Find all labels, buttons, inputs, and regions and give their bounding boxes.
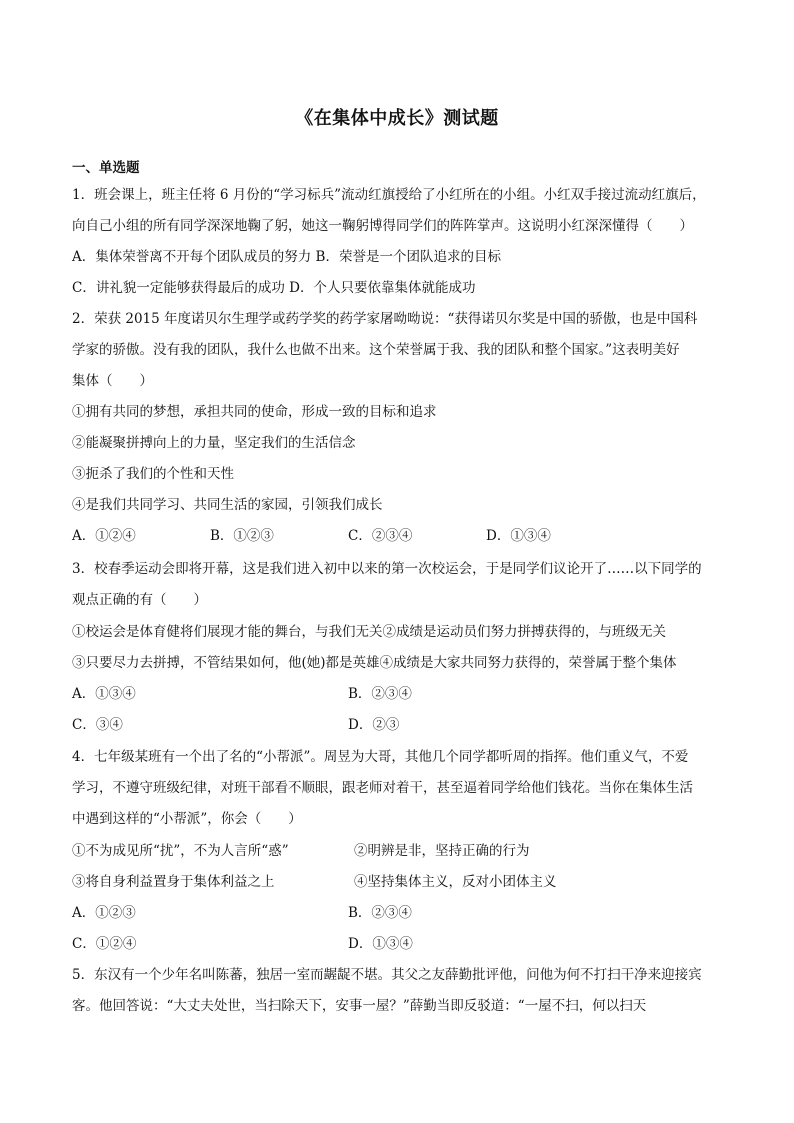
question-4-stem-line-3: 中遇到这样的“小帮派”，你会（ ）	[72, 811, 302, 827]
question-3-statement-1: ①校运会是体育健将们展现才能的舞台，与我们无关②成绩是运动员们努力拼搏获得的，与班级无关	[72, 624, 666, 640]
question-3-option-b: B．②③④	[348, 686, 412, 702]
question-2-stem-line-1: 2．荣获 2015 年度诺贝尔生理学或药学奖的药学家屠呦呦说：“获得诺贝尔奖是中国的骄傲，也是中国科	[72, 311, 698, 327]
question-1-options-line-2: C．讲礼貌一定能够获得最后的成功 D．个人只要依靠集体就能成功	[72, 280, 476, 296]
question-2-option-a: A．①②④	[72, 528, 136, 544]
question-4-stem-line-2: 学习，不遵守班级纪律，对班干部看不顺眼，跟老师对着干，甚至逼着同学给他们钱花。当你在集体生活	[72, 780, 693, 796]
question-3-option-d: D．②③	[348, 717, 400, 733]
question-4-statement-3: ③将自身利益置身于集体利益之上	[72, 874, 275, 890]
question-4-option-d: D．①③④	[348, 936, 413, 952]
question-2-option-b: B．①②③	[210, 528, 274, 544]
question-2-statement-3: ③扼杀了我们的个性和天性	[72, 466, 234, 482]
question-5-stem-line-2: 客。他回答说：“大丈夫处世，当扫除天下，安事一屋？”薛勤当即反驳道：“一屋不扫，何以扫天	[72, 998, 647, 1014]
question-2-statement-1: ①拥有共同的梦想，承担共同的使命，形成一致的目标和追求	[72, 404, 437, 420]
question-2-stem-line-2: 学家的骄傲。没有我的团队，我什么也做不出来。这个荣誉属于我、我的团队和整个国家。”这表明美好	[72, 342, 680, 358]
question-4-stem-line-1: 4．七年级某班有一个出了名的“小帮派”。周昱为大哥，其他几个同学都听周的指挥。他们重义气，不爱	[72, 749, 689, 765]
section-heading: 一、单选题	[72, 160, 140, 176]
question-4-statement-2: ②明辨是非，坚持正确的行为	[354, 843, 530, 859]
question-4-option-a: A．①②③	[72, 905, 136, 921]
question-1-stem-line-2: 向自己小组的所有同学深深地鞠了躬，她这一鞠躬博得同学们的阵阵掌声。这说明小红深深懂得（ ）	[72, 218, 693, 234]
question-2-option-d: D．①③④	[486, 528, 551, 544]
question-2-statement-2: ②能凝聚拼搏向上的力量，坚定我们的生活信念	[72, 435, 356, 451]
question-3-stem-line-1: 3．校春季运动会即将开幕，这是我们进入初中以来的第一次校运会，于是同学们议论开了……以下同学的	[72, 561, 702, 577]
question-4-option-c: C．①②④	[72, 936, 137, 952]
page-title: 《在集体中成长》测试题	[295, 108, 499, 129]
question-3-option-c: C．③④	[72, 717, 123, 733]
question-3-statement-2: ③只要尽力去拼搏，不管结果如何，他(她)都是英雄④成绩是大家共同努力获得的，荣誉属于整个集体	[72, 655, 677, 671]
question-4-option-b: B．②③④	[348, 905, 412, 921]
question-1-stem-line-1: 1．班会课上，班主任将 6 月份的“学习标兵”流动红旗授给了小红所在的小组。小红双手接过流动红旗后，	[72, 187, 706, 203]
question-4-statement-4: ④坚持集体主义，反对小团体主义	[354, 874, 557, 890]
question-3-option-a: A．①③④	[72, 686, 136, 702]
question-5-stem-line-1: 5．东汉有一个少年名叫陈蕃，独居一室而龌龊不堪。其父之友薛勤批评他，问他为何不打扫干净来迎接宾	[72, 967, 702, 983]
question-2-stem-line-3: 集体（ ）	[72, 373, 153, 389]
question-2-option-c: C．②③④	[348, 528, 413, 544]
question-2-statement-4: ④是我们共同学习、共同生活的家园，引领我们成长	[72, 497, 383, 513]
question-4-statement-1: ①不为成见所“扰”，不为人言所“惑”	[72, 843, 289, 859]
question-1-options-line-1: A．集体荣誉离不开每个团队成员的努力 B．荣誉是一个团队追求的目标	[72, 249, 501, 265]
question-3-stem-line-2: 观点正确的有（ ）	[72, 592, 207, 608]
